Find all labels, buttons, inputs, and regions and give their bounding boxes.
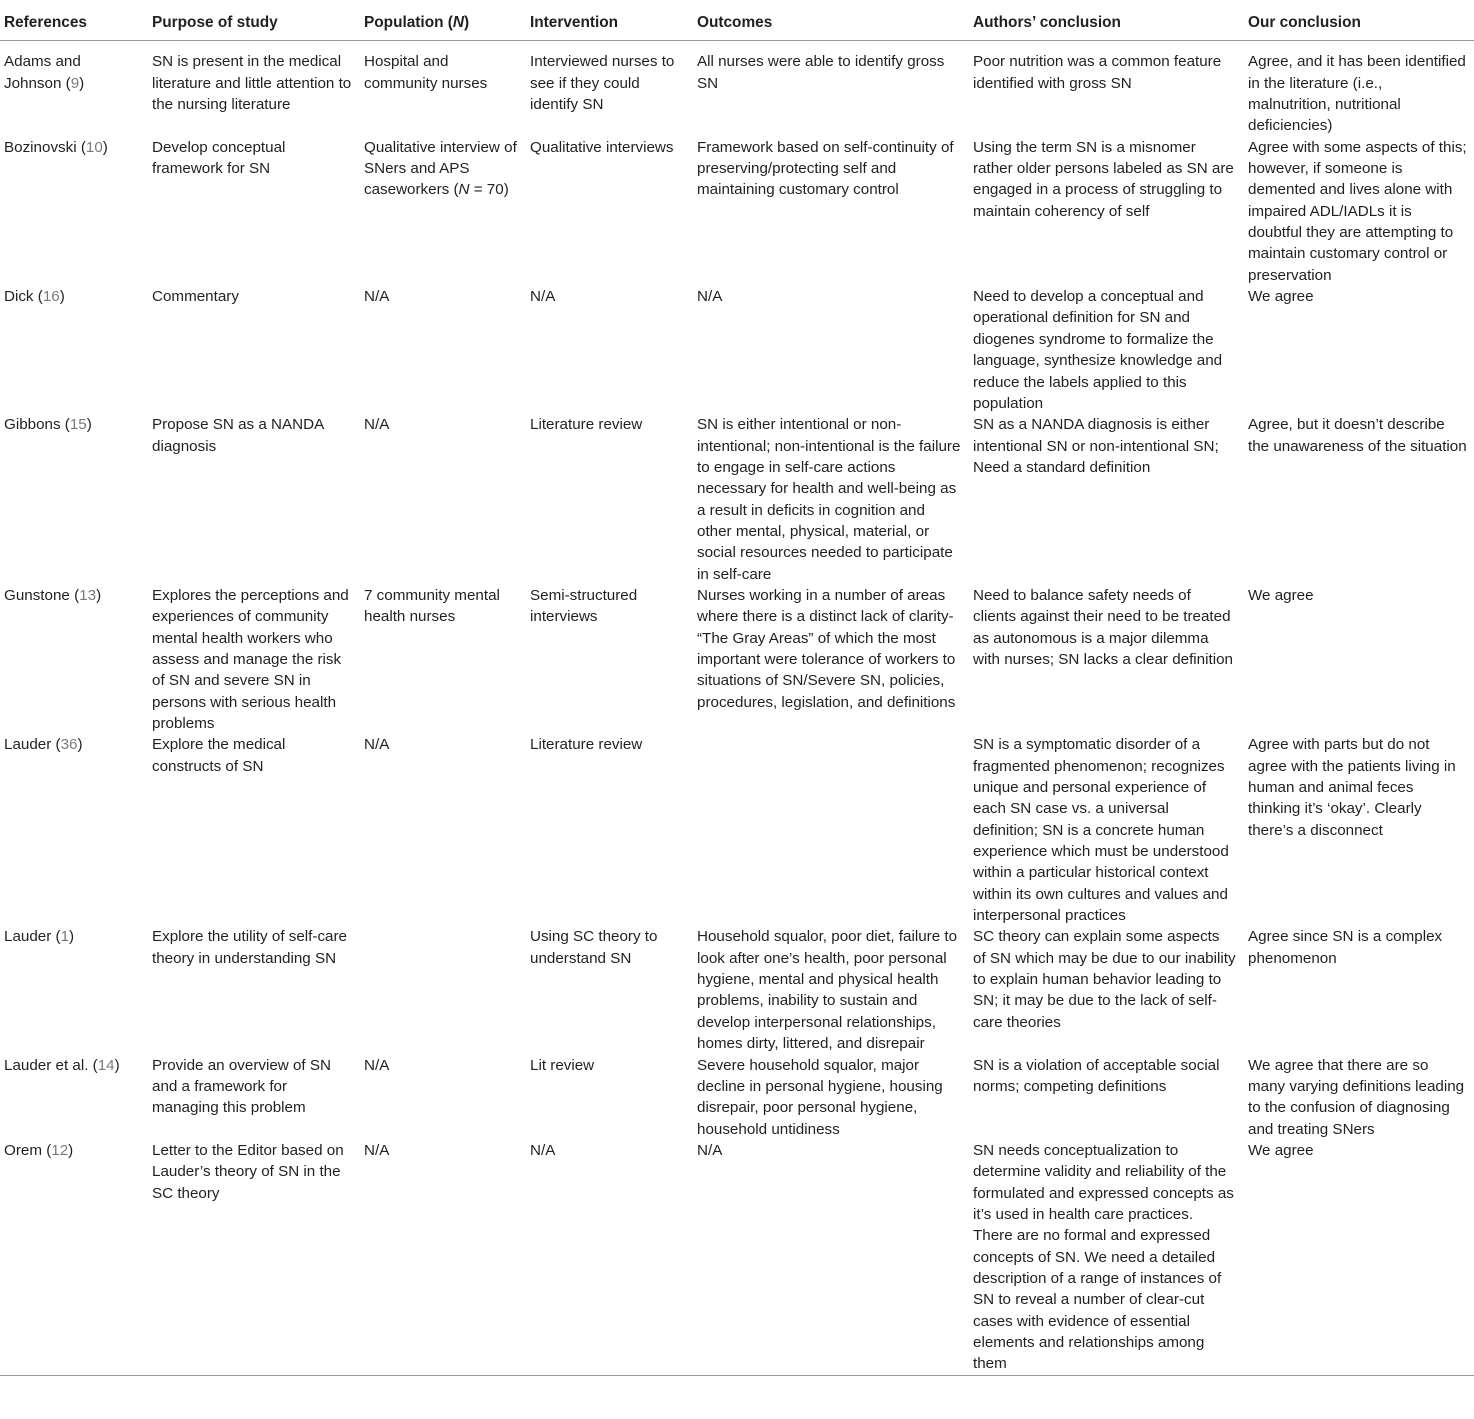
authors-conclusion-cell: SN is a symptomatic disorder of a fragmented phenomenon; recognizes unique and personal experience of each SN case vs. a universal definition; SN is a concrete human experience which must be understood within a particular historical context within its own cultures and values and interpersonal practices (973, 736, 1229, 925)
our-conclusion-cell: We agree (1242, 1140, 1474, 1375)
outcomes-cell: All nurses were able to identify gross SN (697, 53, 945, 92)
reference-author: Lauder (4, 928, 52, 946)
header-population: Population (N) (358, 0, 524, 41)
table-row (0, 926, 1474, 1054)
reference-cell: Lauder et al. (14) (4, 1056, 120, 1074)
reference-number-link[interactable]: 1 (60, 928, 70, 946)
our-conclusion-cell: Agree with parts but do not agree with the patients living in human and animal feces thinking it’s ‘okay’. Clearly there’s a disconnect (1248, 736, 1456, 839)
intervention-cell: Using SC theory to understand SN (530, 928, 658, 967)
authors-conclusion-cell: SC theory can explain some aspects of SN which may be due to our inability to explain human behavior leading to SN; it may be due to the lack of self-care theories (973, 928, 1236, 1031)
intervention-cell: Literature review (530, 416, 643, 434)
reference-author: Adams and Johnson (4, 53, 81, 92)
outcomes-cell: Nurses working in a number of areas where there is a distinct lack of clarity- “The Gray Areas” of which the most important were tolerance of workers to situations of SN/Severe SN, policies, procedures, legislation, and definitions (697, 586, 956, 711)
authors-conclusion-cell: Poor nutrition was a common feature identified with gross SN (973, 53, 1222, 92)
population-cell: N/A (364, 1056, 390, 1074)
purpose-cell: Provide an overview of SN and a framework for managing this problem (152, 1056, 331, 1117)
header-our-conclusion: Our conclusion (1242, 0, 1474, 41)
population-cell: N/A (364, 288, 390, 306)
reference-cell: Dick (16) (4, 288, 65, 306)
reference-author: Gunstone (4, 586, 70, 604)
reference-cell: Orem (12) (0, 1140, 146, 1375)
our-conclusion-cell: Agree, and it has been identified in the literature (i.e., malnutrition, nutritional deficiencies) (1248, 53, 1466, 135)
table-header-row (0, 0, 1474, 41)
intervention-cell: N/A (530, 288, 556, 306)
reference-cell: Adams and Johnson (9) (4, 53, 85, 92)
population-cell: Hospital and community nurses (364, 53, 488, 92)
reference-number-link[interactable]: 16 (42, 288, 60, 306)
table-row (0, 41, 1474, 137)
purpose-cell: Propose SN as a NANDA diagnosis (152, 416, 324, 455)
reference-cell: Gibbons (15) (4, 416, 92, 434)
our-conclusion-cell: We agree (1248, 586, 1314, 604)
purpose-cell: Explores the perceptions and experiences of community mental health workers who assess and manage the risk of SN and severe SN in persons with serious health problems (152, 586, 349, 732)
population-cell: 7 community mental health nurses (364, 586, 500, 626)
header-authors-conclusion: Authors’ conclusion (967, 0, 1242, 41)
header-purpose-of-study: Purpose of study (146, 0, 358, 41)
our-conclusion-cell: Agree since SN is a complex phenomenon (1248, 928, 1443, 967)
authors-conclusion-cell: SN is a violation of acceptable social norms; competing definitions (973, 1056, 1220, 1095)
outcomes-cell: Framework based on self-continuity of preserving/protecting self and maintaining customary control (697, 138, 954, 199)
authors-conclusion-cell: Need to develop a conceptual and operational definition for SN and diogenes syndrome to formalize the language, synthesize knowledge and reduce the labels applied to this population (973, 288, 1223, 412)
authors-conclusion-cell: Need to balance safety needs of clients against their need to be treated as autonomous is a major dilemma with nurses; SN lacks a clear definition (973, 586, 1233, 668)
our-conclusion-cell: We agree that there are so many varying definitions leading to the confusion of diagnosing and treating SNers (1248, 1056, 1465, 1138)
table-row (0, 734, 1474, 926)
outcomes-cell: N/A (697, 288, 723, 306)
reference-author: Bozinovski (4, 138, 77, 156)
reference-cell: Lauder (1) (4, 928, 75, 946)
table-row (0, 286, 1474, 414)
reference-number-link[interactable]: 12 (51, 1141, 69, 1159)
reference-number-link[interactable]: 14 (97, 1056, 115, 1074)
outcomes-cell: N/A (691, 1140, 967, 1375)
purpose-cell: Letter to the Editor based on Lauder’s theory of SN in the SC theory (146, 1140, 358, 1375)
authors-conclusion-cell: SN as a NANDA diagnosis is either intentional SN or non-intentional SN; Need a standard definition (973, 416, 1219, 476)
reference-cell: Bozinovski (10) (4, 138, 108, 156)
outcomes-cell: Severe household squalor, major decline in personal hygiene, housing disrepair, poor personal hygiene, household untidiness (697, 1056, 943, 1138)
purpose-cell: Develop conceptual framework for SN (152, 138, 286, 178)
population-cell: N/A (358, 1140, 524, 1375)
reference-number-link[interactable]: 10 (85, 138, 103, 156)
table-row (0, 1055, 1474, 1140)
reference-number-link[interactable]: 13 (79, 586, 97, 604)
purpose-cell: Explore the utility of self-care theory in understanding SN (152, 928, 347, 967)
reference-cell: Lauder (36) (4, 736, 83, 754)
header-intervention: Intervention (524, 0, 691, 41)
header-references: References (0, 0, 146, 41)
our-conclusion-cell: Agree with some aspects of this; however, if someone is demented and lives alone with impaired ADL/IADLs it is doubtful they are attempting to maintain customary control or preservation (1248, 138, 1467, 284)
intervention-cell: Interviewed nurses to see if they could identify SN (530, 53, 675, 114)
table-row (0, 585, 1474, 734)
population-cell: N/A (364, 416, 390, 434)
header-outcomes: Outcomes (691, 0, 967, 41)
table-row (0, 414, 1474, 585)
reference-number-link[interactable]: 15 (69, 416, 87, 434)
reference-author: Lauder (4, 736, 52, 754)
purpose-cell: Explore the medical constructs of SN (152, 736, 286, 775)
intervention-cell: Lit review (530, 1056, 595, 1074)
reference-cell: Gunstone (13) (4, 586, 102, 604)
intervention-cell: N/A (524, 1140, 691, 1375)
intervention-cell: Literature review (530, 736, 643, 754)
table-row (0, 137, 1474, 286)
population-cell: Qualitative interview of SNers and APS caseworkers (N = 70) (364, 138, 517, 199)
our-conclusion-cell: We agree (1248, 288, 1314, 306)
reference-number-link[interactable]: 9 (70, 74, 80, 92)
intervention-cell: Qualitative interviews (530, 138, 674, 156)
reference-author: Dick (4, 288, 34, 306)
population-cell: N/A (364, 736, 390, 754)
table-body (0, 41, 1474, 1375)
outcomes-cell (691, 734, 967, 926)
our-conclusion-cell: Agree, but it doesn’t describe the unawareness of the situation (1248, 416, 1467, 455)
authors-conclusion-cell: Using the term SN is a misnomer rather older persons labeled as SN are engaged in a process of struggling to maintain coherency of self (973, 138, 1234, 220)
authors-conclusion-cell: SN needs conceptualization to determine validity and reliability of the formulated and expressed concepts as it’s used in health care practices. There are no formal and expressed concepts of SN. We need a detailed description of a range of instances of SN to reveal a number of clear-cut cases with evidence of essential elements and relationships among them (967, 1140, 1242, 1375)
purpose-cell: SN is present in the medical literature and little attention to the nursing literature (152, 53, 352, 114)
outcomes-cell: Household squalor, poor diet, failure to look after one’s health, poor personal hygiene, mental and physical health problems, inability to sustain and develop interpersonal relationships, homes dirty, littered, and disrepair (697, 928, 958, 1053)
intervention-cell: Semi-structured interviews (530, 586, 638, 626)
reference-number-link[interactable]: 36 (60, 736, 78, 754)
purpose-cell: Commentary (152, 288, 239, 306)
population-cell (358, 926, 524, 1054)
reference-author: Orem (4, 1141, 42, 1159)
reference-author: Lauder et al. (4, 1056, 89, 1074)
reference-author: Gibbons (4, 416, 61, 434)
table-row (0, 1140, 1474, 1375)
outcomes-cell: SN is either intentional or non-intentional; non-intentional is the failure to engage in self-care actions necessary for health and well-being as a result in deficits in cognition and other mental, physical, material, or social resources needed to participate in self-care (697, 416, 961, 583)
